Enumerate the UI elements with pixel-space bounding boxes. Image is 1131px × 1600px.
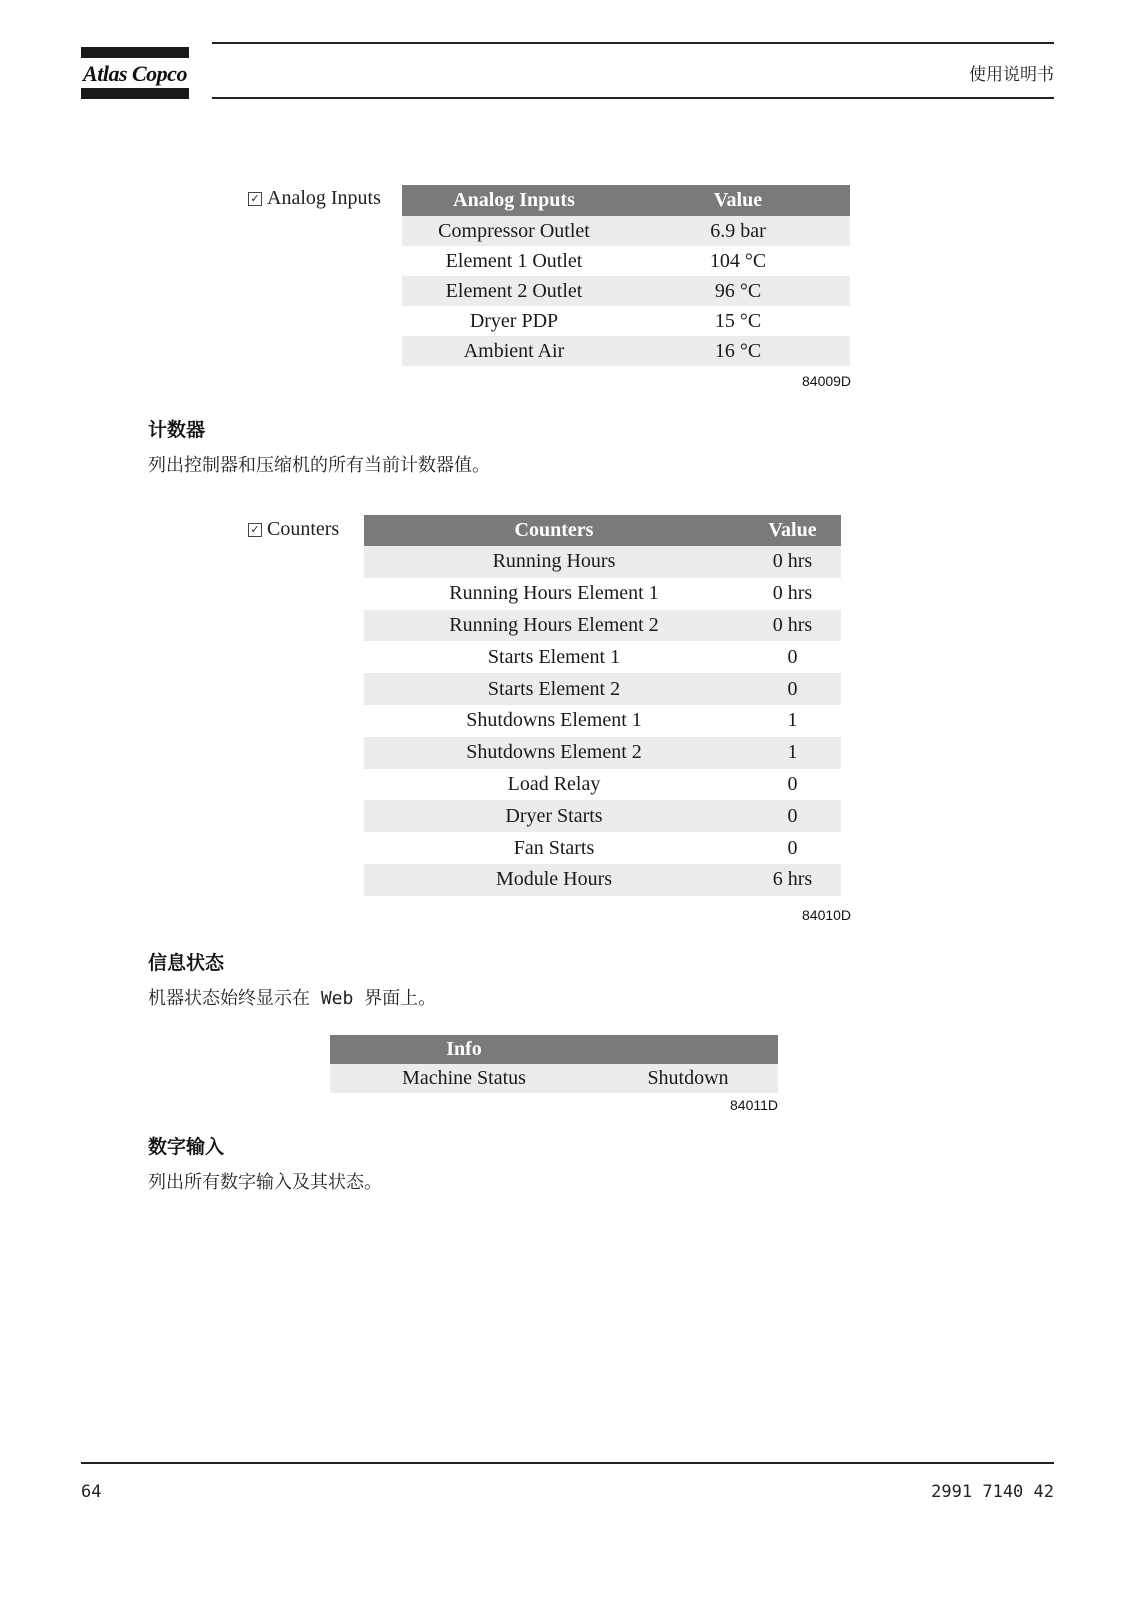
- info-table: [330, 1035, 778, 1093]
- logo-bar-top: [81, 47, 189, 58]
- row-label: Running Hours Element 2: [364, 610, 744, 642]
- column-header: Analog Inputs: [402, 185, 626, 216]
- row-value: 1: [744, 737, 841, 769]
- row-value: 0 hrs: [744, 578, 841, 610]
- analog-inputs-table: [402, 185, 850, 366]
- counters-checkbox[interactable]: [248, 518, 339, 541]
- header-rule-bottom: [212, 97, 1054, 99]
- row-value: 0 hrs: [744, 610, 841, 642]
- column-header: Value: [744, 515, 841, 546]
- row-value: 0: [744, 832, 841, 864]
- row-value: Shutdown: [598, 1064, 778, 1093]
- logo-bar-bottom: [81, 88, 189, 99]
- row-label: Ambient Air: [402, 336, 626, 366]
- document-title: 使用说明书: [969, 65, 1054, 85]
- row-label: Dryer PDP: [402, 306, 626, 336]
- section-title-info: 信息状态: [148, 952, 225, 974]
- section-text-info: 机器状态始终显示在 Web 界面上。: [148, 988, 437, 1009]
- table-header-row: [330, 1035, 778, 1064]
- figure-code: 84010D: [802, 907, 852, 923]
- table-row: [402, 216, 850, 246]
- section-title-counters: 计数器: [148, 419, 206, 441]
- column-header: Counters: [364, 515, 744, 546]
- table-row: [364, 864, 841, 896]
- row-label: Starts Element 2: [364, 673, 744, 705]
- table-row: [364, 705, 841, 737]
- section-text-counters: 列出控制器和压缩机的所有当前计数器值。: [148, 455, 490, 476]
- table-row: [402, 306, 850, 336]
- row-label: Starts Element 1: [364, 641, 744, 673]
- row-label: Module Hours: [364, 864, 744, 896]
- checkbox-checked-icon: ✓: [248, 523, 262, 537]
- table-row: [402, 336, 850, 366]
- analog-inputs-checkbox[interactable]: [248, 187, 381, 210]
- counters-table: [364, 515, 841, 896]
- row-value: 6 hrs: [744, 864, 841, 896]
- row-value: 6.9 bar: [626, 216, 850, 246]
- row-label: Running Hours Element 1: [364, 578, 744, 610]
- footer-rule: [81, 1462, 1054, 1464]
- row-value: 1: [744, 705, 841, 737]
- table-header-row: [402, 185, 850, 216]
- table-row: [364, 641, 841, 673]
- row-value: 0: [744, 800, 841, 832]
- section-text-digital: 列出所有数字输入及其状态。: [148, 1172, 382, 1193]
- row-label: Element 1 Outlet: [402, 246, 626, 276]
- figure-code: 84009D: [802, 373, 852, 389]
- table-row: [402, 246, 850, 276]
- table-row: [364, 673, 841, 705]
- section-title-digital: 数字输入: [148, 1136, 225, 1158]
- header-rule-top: [212, 42, 1054, 44]
- row-label: Shutdowns Element 2: [364, 737, 744, 769]
- column-header: Info: [330, 1035, 598, 1064]
- table-row: [364, 800, 841, 832]
- table-row: [364, 610, 841, 642]
- row-value: 15 °C: [626, 306, 850, 336]
- counters-checkbox-label: Counters: [267, 518, 340, 540]
- row-label: Machine Status: [330, 1064, 598, 1093]
- row-value: 16 °C: [626, 336, 850, 366]
- table-row: [402, 276, 850, 306]
- row-value: 0 hrs: [744, 546, 841, 578]
- page-number: 64: [81, 1482, 102, 1502]
- table-row: [364, 737, 841, 769]
- row-label: Dryer Starts: [364, 800, 744, 832]
- row-label: Shutdowns Element 1: [364, 705, 744, 737]
- column-header: [598, 1035, 778, 1064]
- table-row: [364, 578, 841, 610]
- table-row: [364, 832, 841, 864]
- brand-logo: Atlas Copco: [83, 61, 187, 86]
- table-row: [330, 1064, 778, 1093]
- row-value: 0: [744, 769, 841, 801]
- document-number: 2991 7140 42: [931, 1482, 1054, 1502]
- figure-code: 84011D: [730, 1097, 779, 1113]
- row-value: 0: [744, 673, 841, 705]
- column-header: Value: [626, 185, 850, 216]
- row-value: 104 °C: [626, 246, 850, 276]
- row-label: Running Hours: [364, 546, 744, 578]
- analog-inputs-checkbox-label: Analog Inputs: [267, 187, 381, 209]
- row-value: 96 °C: [626, 276, 850, 306]
- row-label: Compressor Outlet: [402, 216, 626, 246]
- row-label: Element 2 Outlet: [402, 276, 626, 306]
- row-value: 0: [744, 641, 841, 673]
- row-label: Fan Starts: [364, 832, 744, 864]
- table-header-row: [364, 515, 841, 546]
- checkbox-checked-icon: ✓: [248, 192, 262, 206]
- table-row: [364, 769, 841, 801]
- table-row: [364, 546, 841, 578]
- row-label: Load Relay: [364, 769, 744, 801]
